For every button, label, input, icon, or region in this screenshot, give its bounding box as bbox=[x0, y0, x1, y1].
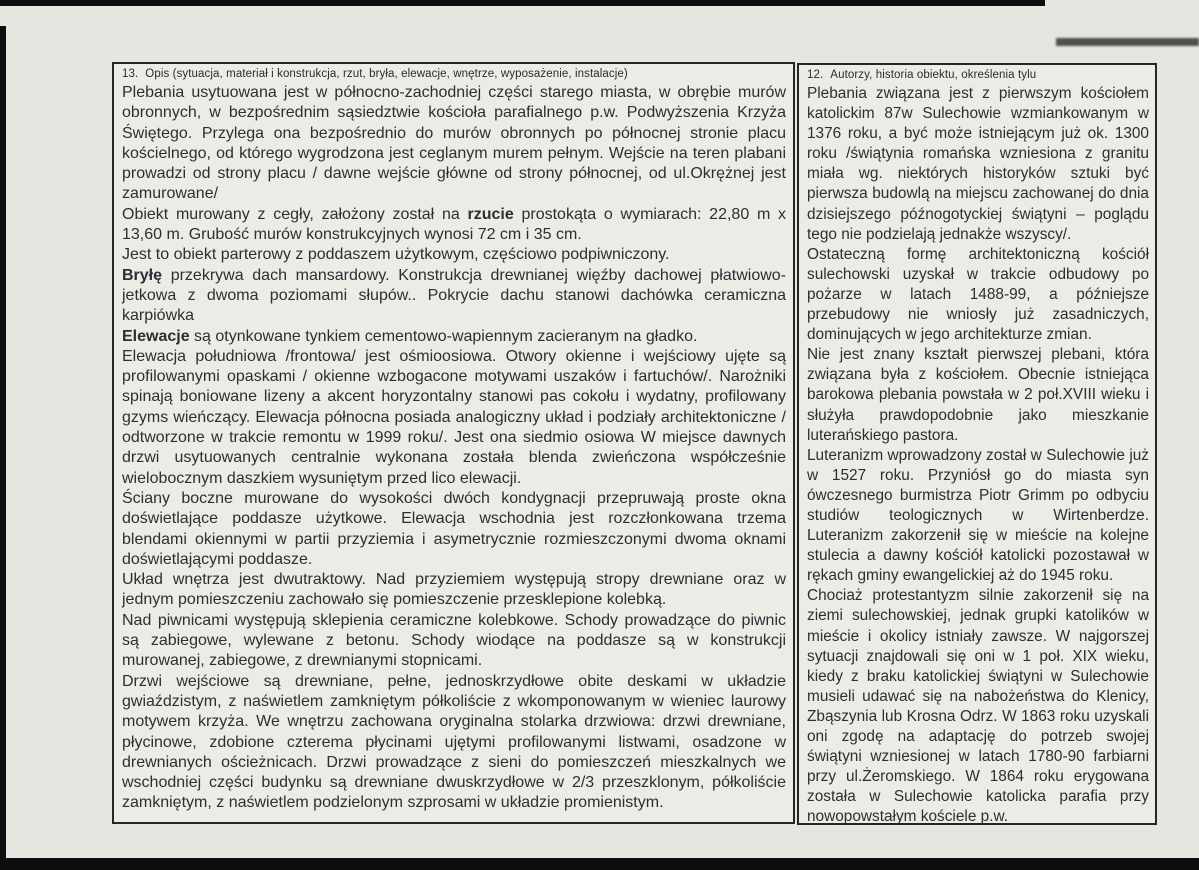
scan-shadow-smudge bbox=[1056, 38, 1199, 46]
description-body bbox=[122, 83, 786, 814]
text-paragraph bbox=[122, 489, 786, 570]
text-run: Nad piwnicami występują sklepienia ceramiczne kolebkowe. Schody prowadzące do piwnic są zabiegowe, wylewane z betonu. Schody wiodące na poddasze są w konstrukcji murowanej, zabiegowe, z drewnianymi stopnicami. bbox=[122, 611, 786, 670]
text-paragraph bbox=[122, 347, 786, 489]
text-run: Ostateczną formę architektoniczną kościół sulechowski uzyskał w trakcie odbudowy po pożarze w latach 1488-99, a późniejsze przebudowy nie wniosły już zasadniczych, dominujących w jego architekturze zmian. bbox=[807, 245, 1149, 344]
text-paragraph bbox=[122, 611, 786, 672]
text-paragraph bbox=[122, 83, 786, 205]
text-paragraph bbox=[807, 245, 1149, 345]
scan-top-edge bbox=[0, 0, 1045, 6]
text-run: Nie jest znany kształt pierwszej plebani, która związana była z kościołem. Obecnie istniejąca barokowa plebania powstała w 2 poł.XVIII wieku i służyła prawdopodobnie jako mieszkanie luterańskiego pastora. bbox=[807, 346, 1149, 444]
text-run: Plebania usytuowana jest w północno-zachodniej części starego miasta, w obrębie murów obronnych, w bezpośrednim sąsiedztwie kościoła parafialnego p.w. Podwyższenia Krzyża Świętego. Przylega ona bezpośrednio do murów obronnych po północnej stronie placu kościelnego, od którego wygrodzona jest ceglanym murem pełnym. Wejście na teren plabani prowadzi od strony placu / dawne wejście główne od strony północnej, od ul.Okrężnej jest zamurowane/ bbox=[122, 84, 786, 203]
description-section-heading bbox=[122, 67, 786, 82]
history-section bbox=[797, 63, 1157, 825]
section-number: 12. bbox=[807, 69, 824, 81]
text-paragraph bbox=[807, 84, 1149, 245]
text-run: Chociaż protestantyzm silnie zakorzenił się na ziemi sulechowskiej, jednak grupki katolików w mieście i okolicy istniały zawsze. W najgorszej sytuacji znajdowali się oni w 1 poł. XIX wieku, kiedy z braku katolickiej świątyni w Sulechowie musieli udawać się na nabożeństwa do Klenicy, Zbąszynia lub Krosna Odrz. W 1863 roku uzyskali oni zgodę na adaptację do potrzeb swojej świątyni wzniesionej w latach 1780-90 farbiarni przy ul.Żeromskiego. W 1864 roku erygowana została w Sulechowie katolicka parafia przy nowopowstałym kościele p.w. bbox=[807, 587, 1149, 826]
text-paragraph bbox=[122, 672, 786, 814]
bold-term: rzucie bbox=[467, 205, 514, 223]
history-body bbox=[807, 84, 1149, 827]
history-section-heading bbox=[807, 68, 1149, 83]
text-run: przekrywa dach mansardowy. Konstrukcja drewnianej więźby dachowej płatwiowo-jetkowa z dwoma poziomami słupów.. Pokrycie dachu stanowi dachówka ceramiczna karpiówka bbox=[122, 266, 786, 325]
text-paragraph bbox=[807, 345, 1149, 445]
bold-term: Elewacje bbox=[122, 327, 190, 345]
bold-term: Bryłę bbox=[122, 266, 163, 284]
scan-bottom-edge bbox=[0, 858, 1199, 870]
text-run: Układ wnętrza jest dwutraktowy. Nad przyziemiem występują stropy drewniane oraz w jednym pomieszczeniu zachowało się pomieszczenie przesklepione kolebką. bbox=[122, 571, 786, 609]
text-paragraph bbox=[122, 570, 786, 611]
text-run: Plebania związana jest z pierwszym kościołem katolickim 87w Sulechowie wzmiankowanym w 1376 roku, a być może istniejącym już ok. 1300 roku /świątynia romańska wzniesiona z granitu miała wg. niektórych historyków sztuki być pierwsza budowlą na miejscu zachowanej do dnia dzisiejszego późnogotyckiej świątyni – poglądu tego nie podzielają jednakże wszyscy/. bbox=[807, 85, 1149, 243]
text-paragraph bbox=[122, 327, 786, 347]
description-section bbox=[112, 62, 795, 824]
text-paragraph bbox=[807, 446, 1149, 587]
text-run: Elewacja południowa /frontowa/ jest ośmioosiowa. Otwory okienne i wejściowy ujęte są profilowanymi opaskami / okienne wzbogacone motywami uszaków i fartuchów/. Narożniki spinają boniowane lizeny a akcent horyzontalny stanowi pas cokołu i wydatny, profilowany gzyms wieńczący. Elewacja północna posiada analogiczny układ i podziały architektoniczne / odtworzone w trakcie remontu w 1999 roku/. Jest ona siedmio osiowa W miejsce dawnych drzwi usytuowanych centralnie wykonana została blenda zwieńczona współcześnie wielobocznym daszkiem wysuniętym przed lico elewacji. bbox=[122, 347, 786, 487]
text-paragraph bbox=[122, 245, 786, 265]
text-run: są otynkowane tynkiem cementowo-wapiennym zacieranym na gładko. bbox=[189, 327, 698, 345]
text-run: prostokąta o wymiarach: 22,80 m x 13,60 m. Grubość murów konstrukcyjnych wynosi 72 cm i 35 cm. bbox=[122, 205, 786, 244]
scan-left-edge bbox=[0, 26, 6, 870]
text-paragraph bbox=[122, 205, 786, 246]
section-title: Opis (sytuacja, materiał i konstrukcja, rzut, bryła, elewacje, wnętrze, wyposażenie, instalacje) bbox=[145, 68, 628, 80]
section-number: 13. bbox=[122, 68, 139, 80]
text-run: Luteranizm wprowadzony został w Sulechowie już w 1527 roku. Przyniósł go do miasta syn ówczesnego burmistrza Piotr Grimm po odbyciu studiów teologicznych w Wirtenberdze. Luteranizm zakorzenił się w mieście na kolejne stulecia a dawny kościół katolicki pozostawał w rękach gminy ewangelickiej aż do 1945 roku. bbox=[807, 446, 1149, 585]
text-run: Ściany boczne murowane do wysokości dwóch kondygnacji przepruwają proste okna doświetlające poddasze użytkowe. Elewacja wschodnia jest rozczłonkowana trzema blendami okiennymi w partii przyziemia i asymetrycznie rozmieszczonymi dwoma oknami doświetlającymi poddasze. bbox=[122, 489, 786, 568]
text-run: Obiekt murowany z cegły, założony został na bbox=[122, 205, 468, 223]
text-paragraph bbox=[807, 586, 1149, 827]
text-run: Jest to obiekt parterowy z poddaszem użytkowym, częściowo podpiwniczony. bbox=[122, 246, 670, 264]
section-title: Autorzy, historia obiektu, określenia tylu bbox=[830, 69, 1037, 81]
text-run: Drzwi wejściowe są drewniane, pełne, jednoskrzydłowe obite deskami w układzie gwiaździstym, z naświetlem zamkniętym półkoliście z wkomponowanym w wieniec laurowy motywem krzyża. We wnętrzu zachowana oryginalna stolarka drzwiowa: drzwi drewniane, płycinowe, zdobione czterema płycinami ujętymi profilowanymi listwami, osadzone w drewnianych ościeżnicach. Drzwi prowadzące z sieni do pomieszczeń mieszkalnych we wschodniej części budynku są drewniane dwuskrzydłowe w 2/3 przeszklonym, półkoliście zamkniętym, z naświetlem podzielonym szprosami w układzie promienistym. bbox=[122, 672, 786, 812]
text-paragraph bbox=[122, 266, 786, 327]
